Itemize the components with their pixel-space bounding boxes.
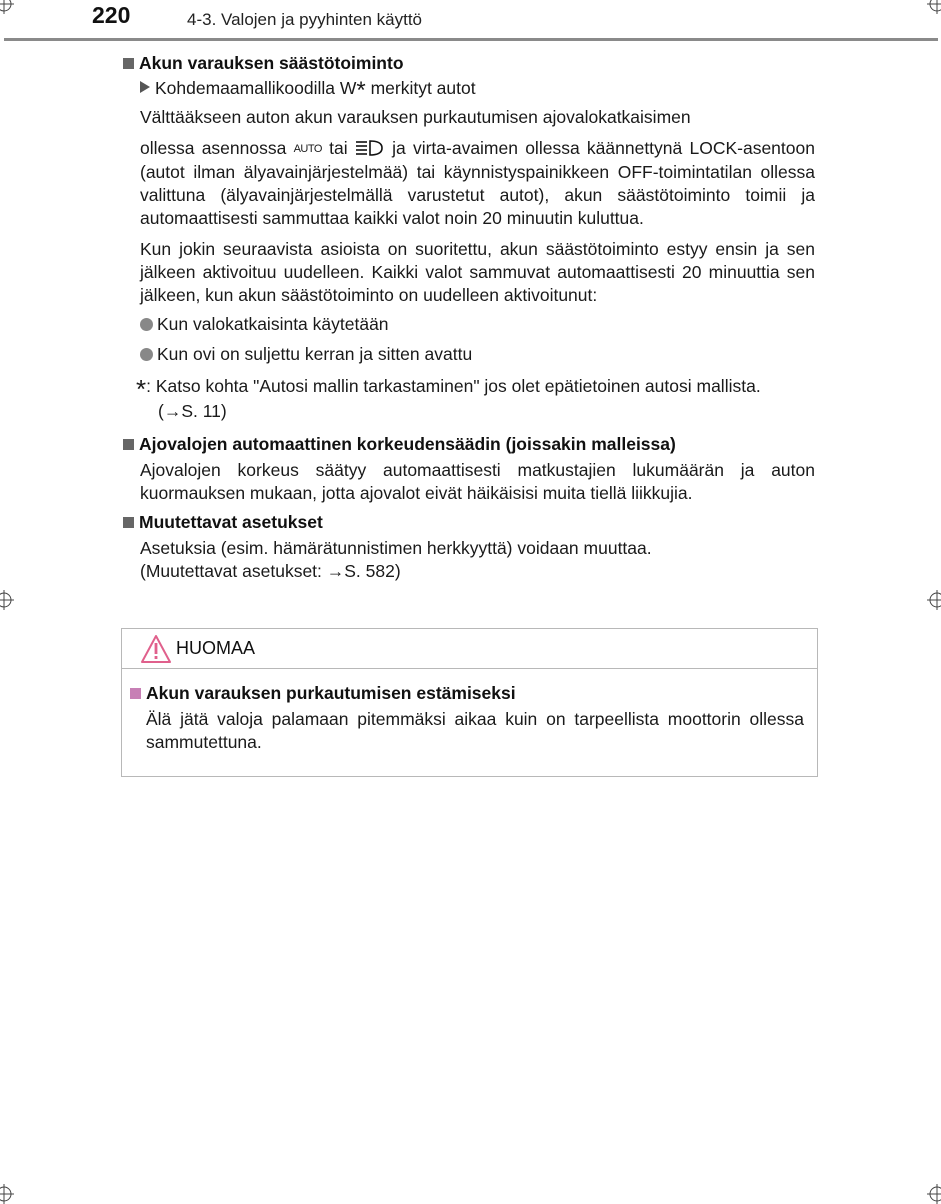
customizable-settings-heading xyxy=(123,511,815,533)
page-number: 220 xyxy=(92,2,131,28)
auto-position-icon: AUTO xyxy=(293,143,322,155)
warning-triangle-icon xyxy=(140,634,172,664)
caution-heading xyxy=(130,682,805,704)
battery-saver-heading-text: Akun varauksen säästötoiminto xyxy=(139,53,404,73)
bullet-text: Kun valokatkaisinta käytetään xyxy=(157,314,389,334)
model-footnote xyxy=(136,374,815,424)
battery-saver-paragraph-2: Kun jokin seuraavista asioista on suoritettu, akun säästötoiminto estyy ensin ja sen jälkeen aktivoituu uudelleen. Kaikki valot sammuvat automaattisesti 20 minuuttia sen jälkeen, kun akun säästötoiminto on uudelleen aktivoitunut: xyxy=(140,239,815,305)
bullet-item xyxy=(140,343,815,366)
crop-mark-top-right xyxy=(927,0,941,14)
caution-body xyxy=(122,669,817,754)
header-rule xyxy=(4,38,938,41)
model-star: * xyxy=(356,77,366,104)
bullet-item xyxy=(140,313,815,336)
crop-mark-middle-left xyxy=(0,590,14,610)
caution-label: HUOMAA xyxy=(176,638,256,658)
footnote-text: : Katso kohta "Autosi mallin tarkastaminen" jos olet epätietoinen autosi mallista. xyxy=(146,376,761,396)
crop-mark-middle-right xyxy=(927,590,941,610)
footnote-line1 xyxy=(136,374,815,404)
caution-square-icon xyxy=(130,688,141,699)
para1-rest xyxy=(140,137,815,230)
battery-saver-heading xyxy=(123,52,815,74)
crop-mark-bottom-right xyxy=(927,1184,941,1204)
crop-mark-top-left xyxy=(0,0,14,14)
model-prefix: Kohdemaamallikoodilla W xyxy=(155,78,357,98)
section-title: 4-3. Valojen ja pyyhinten käyttö xyxy=(187,10,422,29)
bullet-text: Kun ovi on suljettu kerran ja sitten avattu xyxy=(157,344,473,364)
triangle-bullet-icon xyxy=(140,81,150,93)
auto-leveling-paragraph: Ajovalojen korkeus säätyy automaattisesti matkustajien lukumäärän ja auton kuormauksen mukaan, jotta ajovalot eivät häikäisisi muita tiellä liikkujia. xyxy=(140,460,815,503)
heading-square-icon xyxy=(123,58,134,69)
caution-heading-text: Akun varauksen purkautumisen estämiseksi xyxy=(146,683,516,703)
model-code-line xyxy=(140,77,815,104)
caution-box xyxy=(121,628,818,777)
auto-leveling-heading-text: Ajovalojen automaattinen korkeudensäädin (joissakin malleissa) xyxy=(139,434,676,454)
bullet-dot-icon xyxy=(140,318,153,331)
crop-mark-bottom-left xyxy=(0,1184,14,1204)
caution-text: Älä jätä valoja palamaan pitemmäksi aikaa kuin on tarpeellista moottorin ollessa sammutettuna. xyxy=(146,709,804,752)
para1-text-b: tai xyxy=(321,138,355,158)
auto-leveling-heading xyxy=(123,433,815,455)
heading-square-icon xyxy=(123,439,134,450)
low-beam-headlight-icon xyxy=(355,139,385,157)
footnote-reference: (→S. 11) xyxy=(158,401,227,421)
para1-text-a: ollessa asennossa xyxy=(140,138,294,158)
customizable-settings-heading-text: Muutettavat asetukset xyxy=(139,512,323,532)
customizable-settings-line1: Asetuksia (esim. hämärätunnistimen herkkyyttä) voidaan muuttaa. xyxy=(140,538,652,558)
caution-header xyxy=(122,629,817,669)
battery-saver-paragraph-1 xyxy=(140,106,815,230)
model-suffix: merkityt autot xyxy=(365,78,476,98)
heading-square-icon xyxy=(123,517,134,528)
main-content xyxy=(123,52,815,583)
bullet-dot-icon xyxy=(140,348,153,361)
para1-line1: Välttääkseen auton akun varauksen purkautumisen ajovalokatkaisimen xyxy=(140,107,691,127)
footnote-star: * xyxy=(136,374,147,404)
customizable-settings-line2: (Muutettavat asetukset: →S. 582) xyxy=(140,561,401,581)
para1-text-c: ja virta-avaimen ollessa käännettynä LOCK-asentoon (autot ilman älyavainjärjestelmää) tai käynnistyspainikkeen OFF-toimintatilan ollessa valittuna (älyavainjärjestelmällä varustetut autot), akun säästötoiminto toimii ja automaattisesti sammuttaa kaikki valot noin 20 minuutin kuluttua. xyxy=(140,138,815,228)
